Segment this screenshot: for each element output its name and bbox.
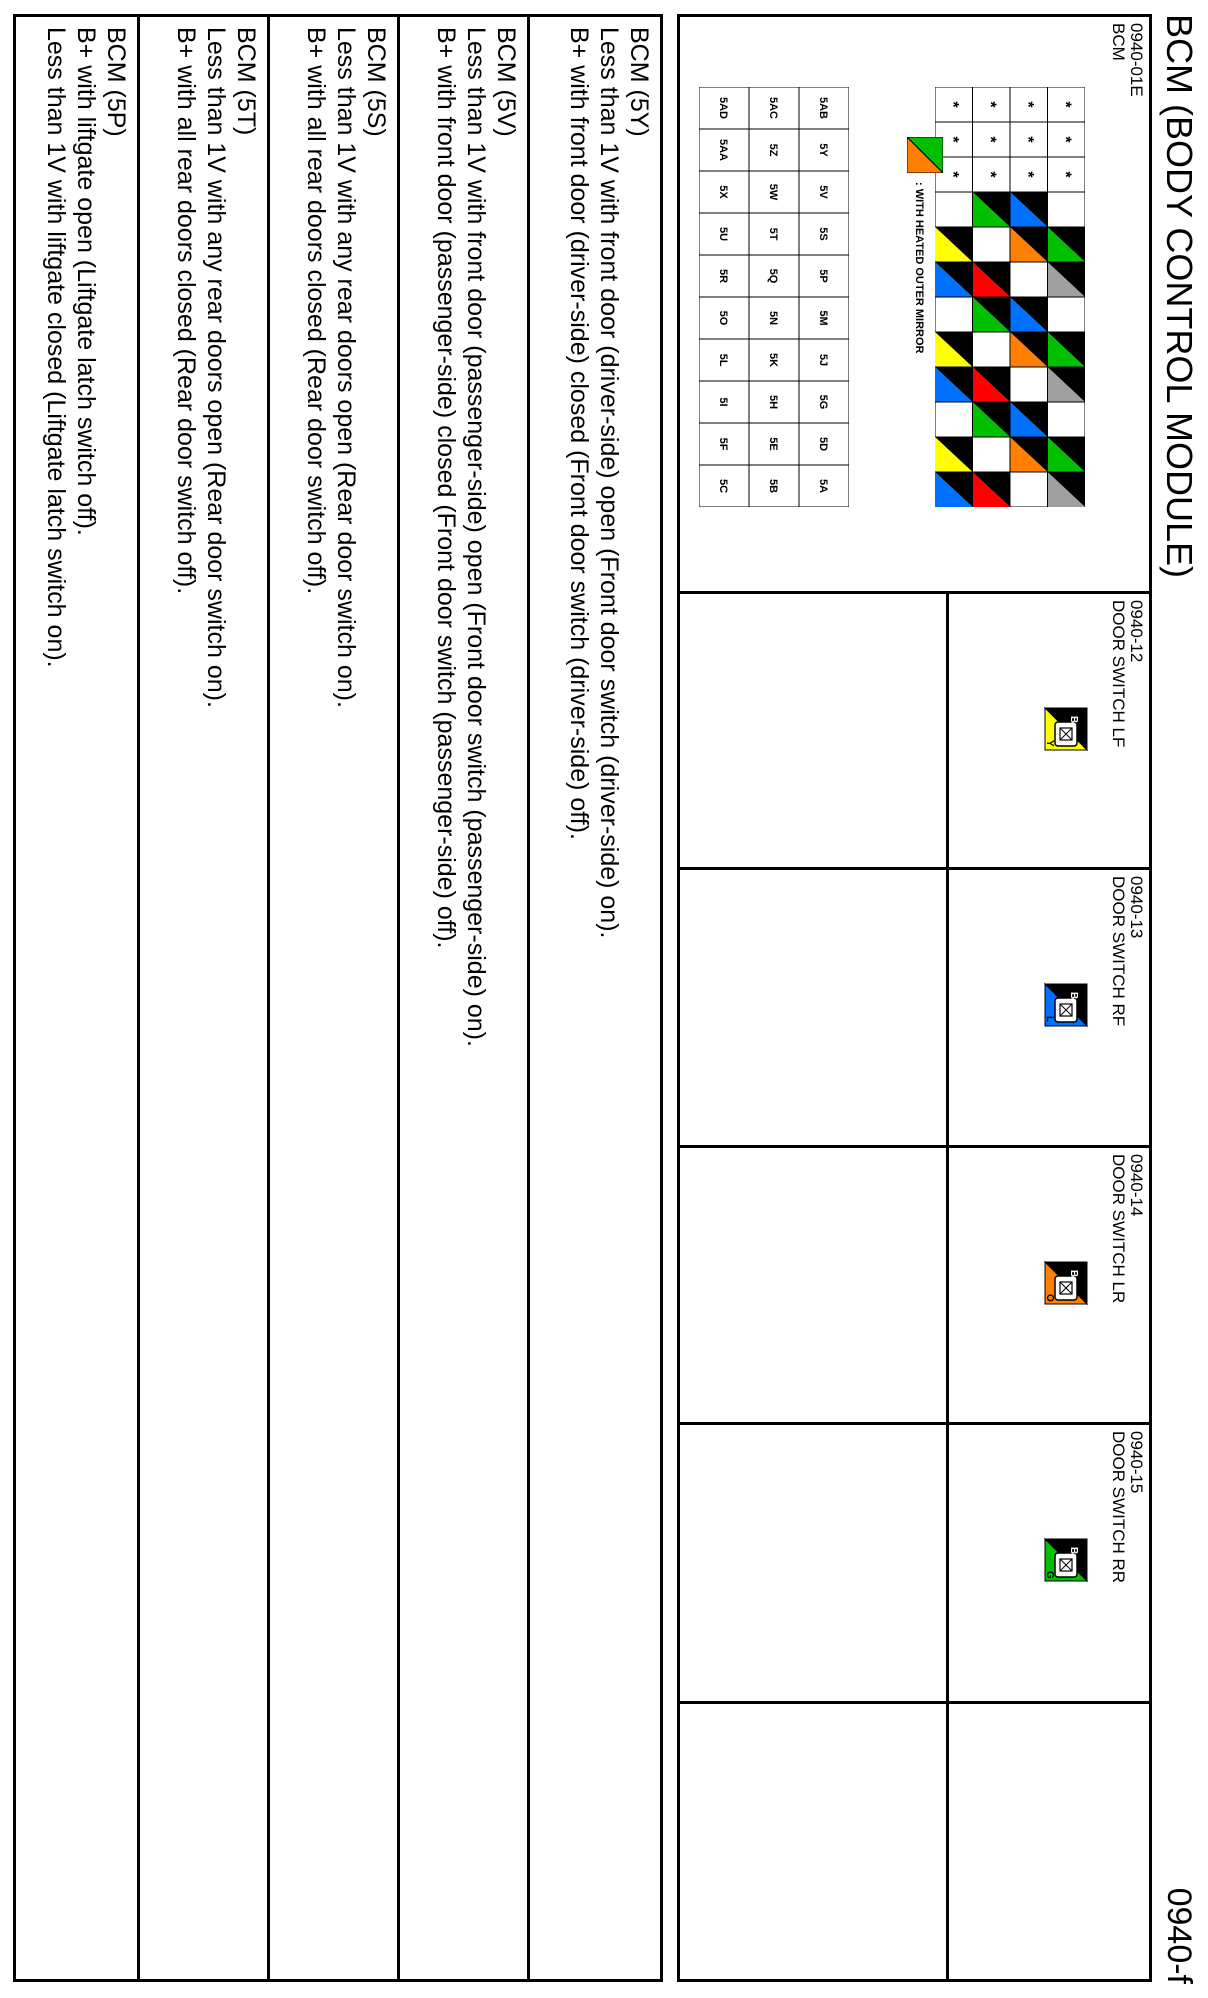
- pin-color-label: O: [1044, 1294, 1055, 1302]
- bcm-pin: [1048, 472, 1086, 507]
- bcm-pin: [973, 157, 1011, 192]
- svg-text:*: *: [943, 171, 961, 178]
- desc-line: Less than 1V with liftgate closed (Liftgate latch switch on).: [42, 27, 70, 668]
- pin-number: 5L: [717, 353, 729, 367]
- pin-number: 5G: [817, 394, 829, 410]
- bcm-pin: [1010, 192, 1048, 227]
- pin-number: 5Y: [817, 143, 829, 157]
- bcm-pin: [1010, 402, 1048, 437]
- bcm-pin: [935, 192, 973, 227]
- desc-line: B+ with liftgate open (Liftgate latch switch off).: [72, 27, 100, 536]
- pin-number: 5Q: [767, 268, 779, 284]
- bcm-pin: [1010, 332, 1048, 367]
- bcm-pin: [1010, 262, 1048, 297]
- bcm-pin: [1048, 262, 1086, 297]
- connector-name: DOOR SWITCH RR: [1109, 1431, 1128, 1584]
- svg-text:*: *: [943, 101, 961, 108]
- desc-heading: BCM (5T): [232, 27, 260, 136]
- pin-color-label: B: [1068, 1547, 1079, 1555]
- desc-line: Less than 1V with any rear doors open (Rear door switch on).: [202, 27, 230, 708]
- bcm-pin: [935, 367, 973, 402]
- page-title: BCM (BODY CONTROL MODULE): [1159, 14, 1200, 579]
- svg-text:*: *: [1018, 136, 1036, 143]
- bcm-pin: [935, 472, 973, 507]
- door-switch-rr-cell: [949, 1425, 1149, 1701]
- pin-number: 5P: [817, 269, 829, 283]
- svg-text:*: *: [981, 171, 999, 178]
- desc-line: Less than 1V with any rear doors open (Rear door switch on).: [332, 27, 360, 708]
- connector-name: DOOR SWITCH RF: [1109, 876, 1128, 1027]
- connector-name: BCM: [1109, 23, 1128, 61]
- pin-number: 5K: [767, 352, 779, 368]
- connector-table: [677, 14, 1152, 1982]
- pin-color-label: B: [1068, 992, 1079, 1000]
- pin-color-label: B: [1068, 1270, 1079, 1278]
- desc-line: B+ with all rear doors closed (Rear door switch off).: [172, 27, 200, 595]
- pin-number: 5H: [767, 394, 779, 410]
- mirror-note: : WITH HEATED OUTER MIRROR: [913, 182, 925, 354]
- bcm-pin: [973, 227, 1011, 262]
- pin-number: 5U: [717, 226, 729, 242]
- pin-number: 5B: [767, 478, 779, 494]
- bcm-pin: [973, 437, 1011, 472]
- bcm-pin: [1048, 437, 1086, 472]
- bcm-pin: [973, 402, 1011, 437]
- bcm-pin: [973, 262, 1011, 297]
- pin-number: 5X: [717, 185, 729, 199]
- bcm-pin: [1010, 472, 1048, 507]
- bcm-pin: [935, 402, 973, 437]
- pin-color-label: Y: [1044, 740, 1055, 747]
- bcm-pin: [935, 297, 973, 332]
- bcm-pin: [1048, 157, 1086, 192]
- connector-rr-icon: [1041, 1535, 1091, 1585]
- pin-number: 5N: [767, 310, 779, 326]
- connector-lf-icon: [1041, 704, 1091, 754]
- door-switch-lr-cell: [949, 1148, 1149, 1422]
- pin-number: 5Z: [767, 143, 779, 157]
- desc-heading: BCM (5V): [492, 27, 520, 137]
- connector-name: DOOR SWITCH LR: [1109, 1154, 1128, 1304]
- connector-rf-icon: [1041, 980, 1091, 1030]
- pin-number: 5A: [817, 478, 829, 494]
- pin-number: 5S: [817, 227, 829, 241]
- bcm-pin: [1010, 297, 1048, 332]
- bcm-pin: [1010, 227, 1048, 262]
- description-row: [140, 17, 270, 1979]
- pin-number: 5O: [717, 310, 729, 326]
- connector-lr-icon: [1041, 1258, 1091, 1308]
- bcm-pin: [1048, 87, 1086, 122]
- bcm-pin: [973, 367, 1011, 402]
- bcm-pin: [973, 297, 1011, 332]
- pin-color-label: G: [1044, 1571, 1055, 1579]
- bcm-pin: [935, 227, 973, 262]
- connector-code: 0940-15: [1127, 1431, 1146, 1494]
- svg-text:*: *: [1056, 136, 1074, 143]
- pin-number: 5AD: [717, 96, 729, 120]
- bcm-label: [1109, 23, 1145, 97]
- bcm-pin: [935, 437, 973, 472]
- connector-name: DOOR SWITCH LF: [1109, 600, 1128, 748]
- bcm-upper-pin-block: [935, 87, 1085, 507]
- connector-code: 0940-12: [1127, 600, 1146, 663]
- desc-line: B+ with all rear doors closed (Rear door switch off).: [302, 27, 330, 595]
- bcm-pin: [1048, 192, 1086, 227]
- bcm-pin: [1048, 367, 1086, 402]
- pin-number: 5E: [767, 437, 779, 451]
- svg-text:*: *: [1056, 101, 1074, 108]
- bcm-pin: [1048, 227, 1086, 262]
- pin-number: 5V: [817, 185, 829, 199]
- bcm-pin: [935, 87, 973, 122]
- bcm-connector-cell: [674, 17, 1149, 591]
- description-row: [16, 17, 140, 1979]
- pin-number: 5W: [767, 183, 779, 201]
- pin-number: 5J: [817, 353, 829, 367]
- bcm-pin: [1010, 437, 1048, 472]
- svg-text:*: *: [981, 136, 999, 143]
- desc-line: Less than 1V with front door (driver-side) open (Front door switch (driver-side) on).: [595, 27, 623, 939]
- desc-line: Less than 1V with front door (passenger-side) open (Front door switch (passenger-side) on).: [462, 27, 490, 1047]
- bcm-pin: [1010, 367, 1048, 402]
- svg-text:*: *: [1018, 171, 1036, 178]
- pin-number: 5F: [717, 437, 729, 451]
- pin-color-label: L: [1044, 1016, 1055, 1023]
- connector-code: 0940-14: [1127, 1154, 1146, 1217]
- svg-text:*: *: [981, 101, 999, 108]
- pin-number: 5AA: [717, 138, 729, 162]
- pin-number: 5M: [817, 310, 829, 326]
- bcm-pin: [1048, 297, 1086, 332]
- svg-text:*: *: [1056, 171, 1074, 178]
- bcm-pin: [973, 87, 1011, 122]
- bcm-pin: [1010, 87, 1048, 122]
- page-id: 0940-f: [1160, 1887, 1198, 1984]
- pin-number: 5T: [767, 227, 779, 241]
- pin-number: 5R: [717, 268, 729, 284]
- pin-number: 5D: [817, 436, 829, 452]
- door-switch-lf-cell: [949, 594, 1149, 867]
- bcm-pin: [1048, 402, 1086, 437]
- description-row: [530, 17, 660, 1979]
- pin-number: 5AB: [817, 96, 829, 120]
- bcm-pin: [1048, 122, 1086, 157]
- bcm-lower-pin-block: [699, 87, 849, 507]
- bcm-pin: [973, 192, 1011, 227]
- pin-number: 5AC: [767, 96, 779, 120]
- door-switch-rf-cell: [949, 870, 1149, 1145]
- bcm-pin: [973, 122, 1011, 157]
- pin-color-label: B: [1068, 716, 1079, 724]
- description-row: [270, 17, 400, 1979]
- svg-text:*: *: [1018, 101, 1036, 108]
- bcm-pin: [973, 472, 1011, 507]
- svg-text:*: *: [943, 136, 961, 143]
- desc-line: B+ with front door (passenger-side) closed (Front door switch (passenger-side) off).: [432, 27, 460, 949]
- mirror-note-swatch: [907, 137, 943, 173]
- connector-code: 0940-01E: [1127, 23, 1146, 97]
- bcm-pin: [1010, 157, 1048, 192]
- bcm-pin: [935, 262, 973, 297]
- divider: [680, 1701, 1149, 1704]
- pin-number: 5C: [717, 478, 729, 494]
- desc-heading: BCM (5P): [102, 27, 130, 137]
- desc-heading: BCM (5S): [362, 27, 390, 137]
- pin-number: 5I: [717, 397, 729, 407]
- desc-line: B+ with front door (driver-side) closed (Front door switch (driver-side) off).: [565, 27, 593, 841]
- bcm-pin: [935, 332, 973, 367]
- connector-code: 0940-13: [1127, 876, 1146, 939]
- bcm-pin: [1048, 332, 1086, 367]
- bcm-pin: [973, 332, 1011, 367]
- description-table: [13, 14, 663, 1982]
- desc-heading: BCM (5Y): [625, 27, 653, 137]
- bcm-pin: [1010, 122, 1048, 157]
- description-row: [400, 17, 530, 1979]
